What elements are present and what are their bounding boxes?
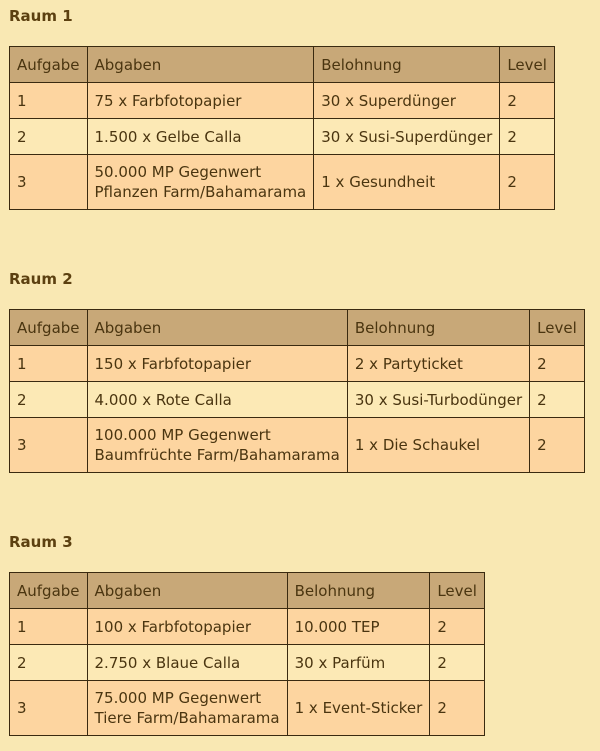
column-header-abgaben: Abgaben — [87, 573, 287, 609]
column-header-belohnung: Belohnung — [287, 573, 430, 609]
aufgabe-cell: 2 — [10, 119, 88, 155]
column-header-abgaben: Abgaben — [87, 47, 314, 83]
abgaben-cell — [87, 382, 347, 418]
table-row — [10, 645, 485, 681]
abgaben-cell — [87, 155, 314, 210]
tasks-table — [9, 572, 485, 736]
belohnung-cell: 30 x Susi-Turbodünger — [347, 382, 529, 418]
table-header-row — [10, 573, 485, 609]
aufgabe-cell: 3 — [10, 418, 88, 473]
abgaben-line: Pflanzen Farm/Bahamarama — [94, 183, 307, 201]
table-row — [10, 346, 585, 382]
table-row — [10, 418, 585, 473]
table-row — [10, 681, 485, 736]
table-row — [10, 609, 485, 645]
aufgabe-cell: 1 — [10, 346, 88, 382]
abgaben-cell — [87, 609, 287, 645]
level-cell: 2 — [430, 645, 485, 681]
column-header-belohnung: Belohnung — [314, 47, 500, 83]
level-cell: 2 — [530, 346, 585, 382]
tasks-table — [9, 46, 555, 210]
abgaben-line: 1.500 x Gelbe Calla — [94, 127, 242, 146]
table-row — [10, 83, 555, 119]
room-section-3 — [9, 533, 477, 727]
room-title: Raum 2 — [9, 270, 73, 288]
abgaben-cell — [87, 645, 287, 681]
belohnung-cell: 30 x Superdünger — [314, 83, 500, 119]
aufgabe-cell: 1 — [10, 83, 88, 119]
room-title: Raum 3 — [9, 533, 73, 551]
column-header-level: Level — [500, 47, 555, 83]
belohnung-cell: 1 x Gesundheit — [314, 155, 500, 210]
abgaben-line: 150 x Farbfotopapier — [94, 354, 252, 373]
belohnung-cell: 30 x Susi-Superdünger — [314, 119, 500, 155]
abgaben-line: 75.000 MP Gegenwert — [94, 689, 262, 707]
room-section-1 — [9, 7, 547, 201]
column-header-aufgabe: Aufgabe — [10, 310, 88, 346]
level-cell: 2 — [500, 119, 555, 155]
table-row — [10, 382, 585, 418]
room-title: Raum 1 — [9, 7, 73, 25]
table-row — [10, 119, 555, 155]
belohnung-cell: 30 x Parfüm — [287, 645, 430, 681]
level-cell: 2 — [500, 83, 555, 119]
aufgabe-cell: 3 — [10, 155, 88, 210]
abgaben-line: 75 x Farbfotopapier — [94, 91, 242, 110]
level-cell: 2 — [530, 382, 585, 418]
abgaben-cell — [87, 346, 347, 382]
column-header-belohnung: Belohnung — [347, 310, 529, 346]
column-header-abgaben: Abgaben — [87, 310, 347, 346]
table-row — [10, 155, 555, 210]
table-header-row — [10, 47, 555, 83]
belohnung-cell: 10.000 TEP — [287, 609, 430, 645]
abgaben-cell — [87, 681, 287, 736]
abgaben-cell — [87, 418, 347, 473]
tasks-table — [9, 309, 585, 473]
column-header-level: Level — [430, 573, 485, 609]
aufgabe-cell: 2 — [10, 382, 88, 418]
abgaben-line: 2.750 x Blaue Calla — [94, 653, 241, 672]
column-header-level: Level — [530, 310, 585, 346]
abgaben-line: Baumfrüchte Farm/Bahamarama — [94, 446, 340, 464]
belohnung-cell: 2 x Partyticket — [347, 346, 529, 382]
column-header-aufgabe: Aufgabe — [10, 573, 88, 609]
level-cell: 2 — [500, 155, 555, 210]
table-header-row — [10, 310, 585, 346]
level-cell: 2 — [430, 609, 485, 645]
abgaben-cell — [87, 83, 314, 119]
abgaben-line: Tiere Farm/Bahamarama — [94, 709, 280, 727]
abgaben-line: 100 x Farbfotopapier — [94, 617, 252, 636]
aufgabe-cell: 2 — [10, 645, 88, 681]
aufgabe-cell: 1 — [10, 609, 88, 645]
belohnung-cell: 1 x Event-Sticker — [287, 681, 430, 736]
level-cell: 2 — [430, 681, 485, 736]
column-header-aufgabe: Aufgabe — [10, 47, 88, 83]
abgaben-line: 100.000 MP Gegenwert — [94, 426, 271, 444]
aufgabe-cell: 3 — [10, 681, 88, 736]
level-cell: 2 — [530, 418, 585, 473]
abgaben-line: 50.000 MP Gegenwert — [94, 163, 262, 181]
abgaben-cell — [87, 119, 314, 155]
room-section-2 — [9, 270, 577, 464]
belohnung-cell: 1 x Die Schaukel — [347, 418, 529, 473]
abgaben-line: 4.000 x Rote Calla — [94, 390, 232, 409]
